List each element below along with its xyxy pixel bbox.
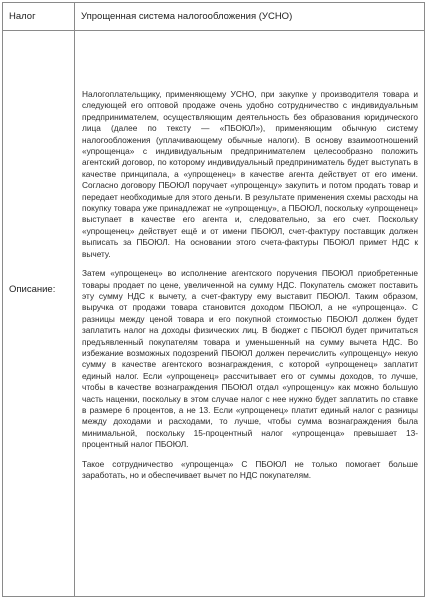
- header-cell-tax: Налог: [9, 11, 36, 22]
- description-paragraph-3: Такое сотрудничество «упрощенца» С ПБОЮЛ не только помогает больше заработать, но и обеспечивает вычет по НДС покупателям.: [82, 458, 418, 480]
- description-paragraph-2: Затем «упрощенец» во исполнение агентского поручения ПБОЮЛ приобретенные товары продает по цене, увеличенной на сумму НДС. Покупатель сможет поставить эту сумму НДС к вычету, а счет-фактуру ему выставит ПБОЮЛ. Таким образом, выручка от продажи товара становится доходом ПБОЮЛ, а не «упрощенца». С разницы между ценой товара и его покупной стоимостью ПБОЮЛ должен будет заплатить налог на доходы физических лиц. В бюджет с ПБОЮЛ будет причитаться предъявленный покупателям товара и уменьшенный на сумму вычета НДС. Во избежание возможных подозрений ПБОЮЛ должен перечислить «упрощенцу» некую сумму в качестве агентского вознаграждения, с которой «упрощенец» заплатит единый налог. Если «упрощенец» рассчитывает его от суммы доходов, то лучше, чтобы в качестве вознаграждения ПБОЮЛ отдал «упрощенцу» как можно большую часть наценки, поскольку в этом случае налог с нее нужно будет заплатить по ставке в размере 6 процентов, а не 13. Если «упрощенец» платит единый налог с разницы между доходами и расходами, то лучше, чтобы сумма вознаграждения была минимальной, поскольку 15-процентный налог «упрощенца» превышает 13-процентный налог ПБОЮЛ.: [82, 268, 418, 450]
- table-header-row: [3, 3, 424, 31]
- column-divider: [74, 3, 75, 596]
- header-cell-system: Упрощенная система налогообложения (УСНО): [81, 11, 293, 22]
- description-paragraph-1: Налогоплательщику, применяющему УСНО, при закупке у производителя товара и следующей его оптовой продаже очень удобно сотрудничество с индивидуальным предпринимателем, осуществляющим деятельность без образования юридического лица (далее по тексту — «ПБОЮЛ»), применяющим обычную систему налогообложения (уплачивающему обычные налоги). В основу взаимоотношений «упрощенца» с индивидуальным предпринимателем целесообразно положить агентский договор, по которому индивидуальный предприниматель будет выступать в качестве принципала, а «упрощенец» в качестве агента действует от его имени. Согласно договору ПБОЮЛ поручает «упрощенцу» закупить и потом продать товар и передает необходимые для этого деньги. В результате применения схемы расходы на покупку товара уже принадлежат не «упрощенцу», а ПБОЮЛ, поскольку «упрощенец» выступает в качестве его агента и, следовательно, за его счет. Поскольку «упрощенец» действует ещё и от имени ПБОЮЛ, счет-фактуру поставщик должен выписать за ПБОЮЛ. На основании этого счета-фактуры ПБОЮЛ примет НДС к вычету.: [82, 89, 418, 259]
- description-cell: [82, 89, 418, 489]
- row-label-description: Описание:: [9, 284, 56, 295]
- tax-table: [2, 2, 425, 597]
